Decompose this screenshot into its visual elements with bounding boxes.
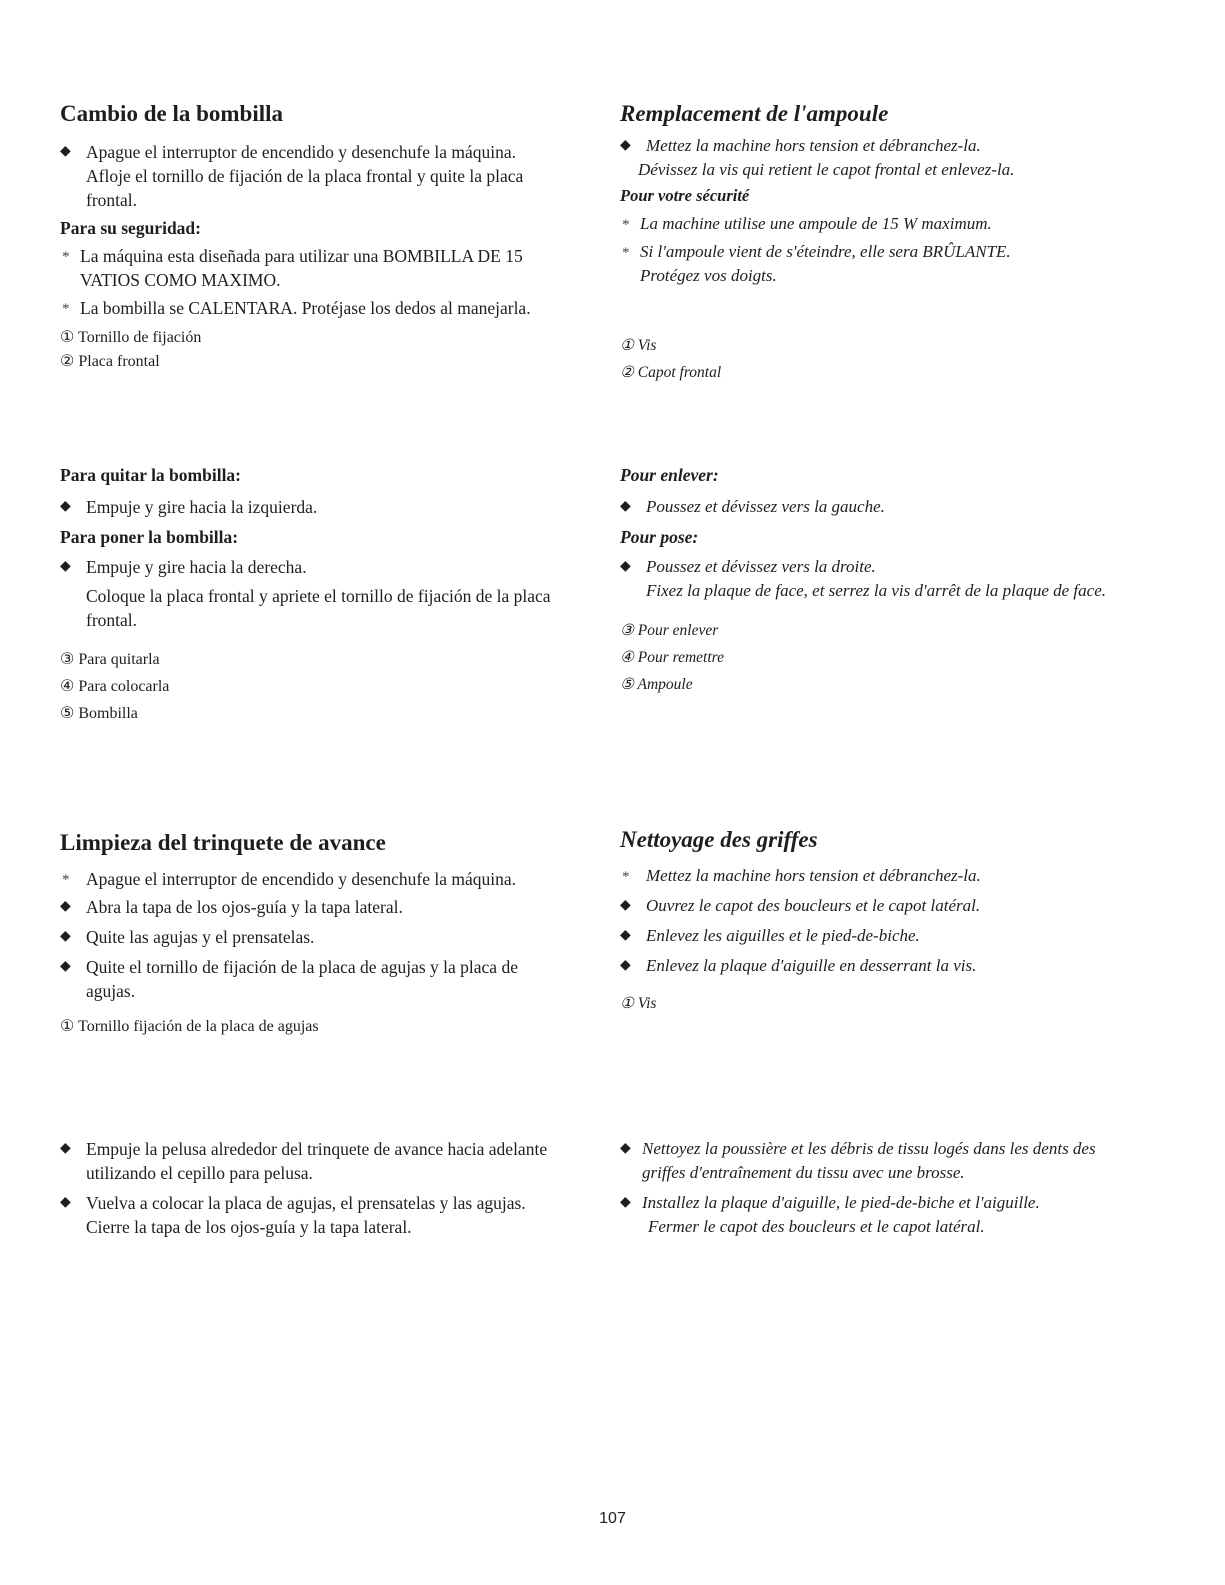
callout-label: ① Vis <box>620 337 657 354</box>
callout-label: ⑤ Ampoule <box>620 676 693 693</box>
bullet-step: ◆ Quite el tornillo de fijación de la placa de agujas y la placa de agujas. <box>60 955 570 1003</box>
bullet-step: ◆ Ouvrez le capot des boucleurs et le capot latéral. <box>620 894 1140 918</box>
callout-label: ④ Pour remettre <box>620 649 725 666</box>
safety-note-cont: Protégez vos doigts. <box>640 266 777 285</box>
safety-note: * La máquina esta diseñada para utilizar una BOMBILLA DE 15 VATIOS COMO MAXIMO. <box>60 244 570 292</box>
bullet-step: ◆ Empuje la pelusa alrededor del trinquete de avance hacia adelante utilizando el cepillo para pelusa. <box>60 1137 570 1185</box>
safety-note: * Mettez la machine hors tension et débranchez-la. <box>620 864 1140 888</box>
bullet-step: ◆ Empuje y gire hacia la derecha. <box>60 555 570 579</box>
callout-label: ① Tornillo de fijación <box>60 329 202 346</box>
bulb-section-es <box>60 100 570 374</box>
bullet-step: ◆ Quite las agujas y el prensatelas. <box>60 925 570 949</box>
section-title: Cambio de la bombilla <box>60 101 284 126</box>
callout-label: ② Capot frontal <box>620 364 722 381</box>
bullet-step: ◆ Enlevez la plaque d'aiguille en desserrant la vis. <box>620 954 1140 978</box>
bulb-section-fr <box>620 100 1140 386</box>
callout-label: ⑤ Bombilla <box>60 705 138 722</box>
bullet-step: ◆ Empuje y gire hacia la izquierda. <box>60 495 570 519</box>
section-title: Nettoyage des griffes <box>620 827 818 852</box>
bullet-step: ◆ Installez la plaque d'aiguille, le pied-de-biche et l'aiguille. <box>620 1191 1140 1215</box>
step-text: Afloje el tornillo de fijación de la placa frontal y quite la placa frontal. <box>86 166 524 210</box>
step-text: Dévissez la vis qui retient le capot frontal et enlevez-la. <box>638 160 1015 179</box>
bullet-step: ◆ Poussez et dévissez vers la droite. <box>620 555 1140 579</box>
callout-label: ④ Para colocarla <box>60 678 170 695</box>
step-text: Fixez la plaque de face, et serrez la vis d'arrêt de la plaque de face. <box>646 581 1106 600</box>
feed-cleaning-fr <box>620 1137 1140 1239</box>
bulb-steps-fr <box>620 463 1140 698</box>
install-heading: Pour pose: <box>620 527 699 547</box>
bullet-step: ◆ Enlevez les aiguilles et le pied-de-biche. <box>620 924 1140 948</box>
feed-section-es <box>60 829 570 1040</box>
step-text: Fermer le capot des boucleurs et le capot latéral. <box>648 1217 985 1236</box>
bullet-step: ◆ Vuelva a colocar la placa de agujas, el prensatelas y las agujas. <box>60 1191 570 1215</box>
step-text: Coloque la placa frontal y apriete el tornillo de fijación de la placa frontal. <box>86 586 551 630</box>
bullet-step: ◆ Nettoyez la poussière et les débris de tissu logés dans les dents des griffes d'entraînement du tissu avec une brosse. <box>620 1137 1140 1185</box>
callout-label: ① Tornillo fijación de la placa de agujas <box>60 1018 319 1035</box>
safety-heading: Para su seguridad: <box>60 218 201 238</box>
bullet-step: ◆ Apague el interruptor de encendido y desenchufe la máquina. <box>60 140 570 164</box>
feed-cleaning-es <box>60 1137 570 1239</box>
remove-heading: Pour enlever: <box>620 465 719 485</box>
section-title: Limpieza del trinquete de avance <box>60 830 386 855</box>
remove-heading: Para quitar la bombilla: <box>60 465 242 485</box>
safety-note: * La machine utilise une ampoule de 15 W maximum. <box>620 212 1140 236</box>
safety-note: * La bombilla se CALENTARA. Protéjase los dedos al manejarla. <box>60 296 570 320</box>
section-title: Remplacement de l'ampoule <box>620 101 889 126</box>
callout-label: ② Placa frontal <box>60 353 160 370</box>
safety-note: * Apague el interruptor de encendido y desenchufe la máquina. <box>60 867 570 891</box>
callout-label: ③ Pour enlever <box>620 622 719 639</box>
page-number: 107 <box>599 1510 626 1527</box>
feed-section-fr <box>620 826 1140 1017</box>
safety-note: * Si l'ampoule vient de s'éteindre, elle sera BRÛLANTE. <box>620 240 1030 264</box>
install-heading: Para poner la bombilla: <box>60 527 239 547</box>
bullet-step: ◆ Mettez la machine hors tension et débranchez-la. <box>620 134 1140 158</box>
bullet-step: ◆ Poussez et dévissez vers la gauche. <box>620 495 1140 519</box>
callout-label: ③ Para quitarla <box>60 651 160 668</box>
safety-heading: Pour votre sécurité <box>620 186 750 205</box>
callout-label: ① Vis <box>620 995 657 1012</box>
bulb-steps-es <box>60 463 570 727</box>
step-text: Cierre la tapa de los ojos-guía y la tapa lateral. <box>86 1217 412 1237</box>
bullet-step: ◆ Abra la tapa de los ojos-guía y la tapa lateral. <box>60 895 570 919</box>
